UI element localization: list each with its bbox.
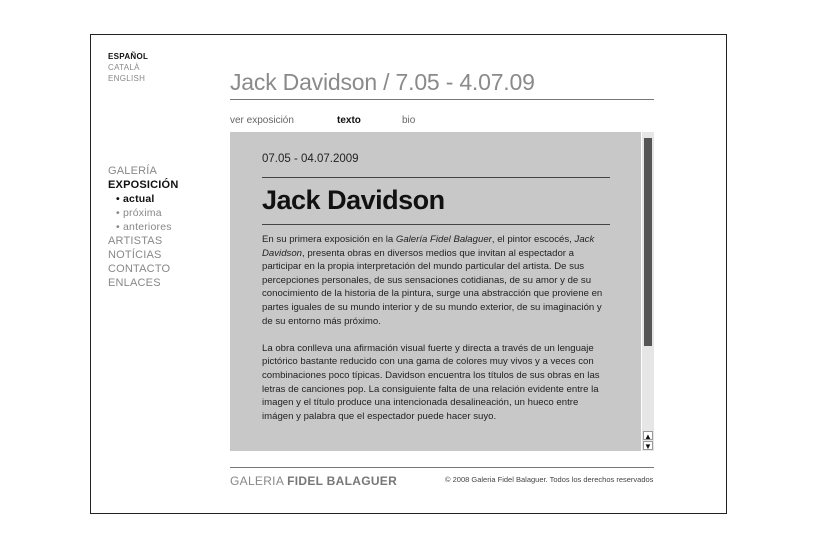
p1-part-a: En su primera exposición en la [262,234,396,245]
tab-ver-exposicion[interactable]: ver exposición [230,115,294,126]
page-frame [90,34,727,514]
title-divider [230,99,654,100]
footer-logo [230,474,397,488]
nav-sub-proxima[interactable]: • próxima [116,207,162,219]
nav-contacto[interactable]: CONTACTO [108,263,171,275]
content-divider-bottom [262,224,610,225]
lang-espanol[interactable]: ESPAÑOL [108,52,149,61]
tab-texto[interactable]: texto [337,115,361,126]
main-nav [108,164,178,290]
p1-artist-name: Jack Davidson [262,234,595,259]
tab-bio[interactable]: bio [402,115,416,126]
language-selector [108,51,148,84]
exhibition-text [262,233,610,437]
text-panel[interactable] [230,132,641,451]
nav-galeria[interactable]: GALERÍA [108,165,158,177]
exhibition-dates: 07.05 - 04.07.2009 [262,153,359,165]
nav-exposicion[interactable]: EXPOSICIÓN [108,179,179,191]
nav-enlaces[interactable]: ENLACES [108,277,161,289]
p1-part-b: , el pintor escocés, [491,234,575,245]
p1-part-c: , presenta obras en diversos medios que invitan al espectador a participar en la propia interpretación del mundo particular del artista. De sus percepciones personales, de sus sensaciones cotidianas, de su amor y de su conocimiento de la historia de la pintura, surge una abstracción que proviene en partes iguales de su mundo interior y de su mundo exterior, de su imaginación y de su entorno más próximo. [262,247,603,327]
p1-gallery-name: Galería Fidel Balaguer [395,234,492,245]
lang-catala[interactable]: CATALÀ [108,63,140,72]
page-title: Jack Davidson / 7.05 - 4.07.09 [230,69,535,95]
scrollbar[interactable] [642,132,654,451]
nav-noticias[interactable]: NOTÍCIAS [108,249,162,261]
footer-copyright: © 2008 Galeria Fidel Balaguer. Todos los derechos reservados [445,475,654,484]
paragraph-1 [262,233,610,328]
scroll-up-arrow-icon[interactable]: ▲ [644,432,652,441]
paragraph-2: La obra conlleva una afirmación visual fuerte y directa a través de un lenguaje pictórico bastante reducido con una gama de colores muy vivos y a veces con combinaciones poco típicas. Davidson encuentra los títulos de sus obras en las letras de canciones pop. La consiguiente falta de una relación evidente entre la imagen y el título produce una intencionada desalineación, un hueco entre imágen y palabra que el espectador puede hacer suyo. [262,342,600,422]
nav-sub-actual[interactable]: • actual [116,193,155,205]
scrollbar-thumb[interactable] [644,138,652,346]
content-divider-top [262,177,610,178]
scroll-down-arrow-icon[interactable]: ▼ [644,442,652,451]
footer-divider [230,467,654,468]
lang-english[interactable]: ENGLISH [108,74,146,83]
footer-logo-bold: FIDEL BALAGUER [287,474,398,488]
artist-title: Jack Davidson [262,185,445,215]
nav-sub-anteriores[interactable]: • anteriores [116,221,172,233]
footer-logo-light: GALERIA [230,474,288,488]
nav-artistas[interactable]: ARTISTAS [108,235,163,247]
